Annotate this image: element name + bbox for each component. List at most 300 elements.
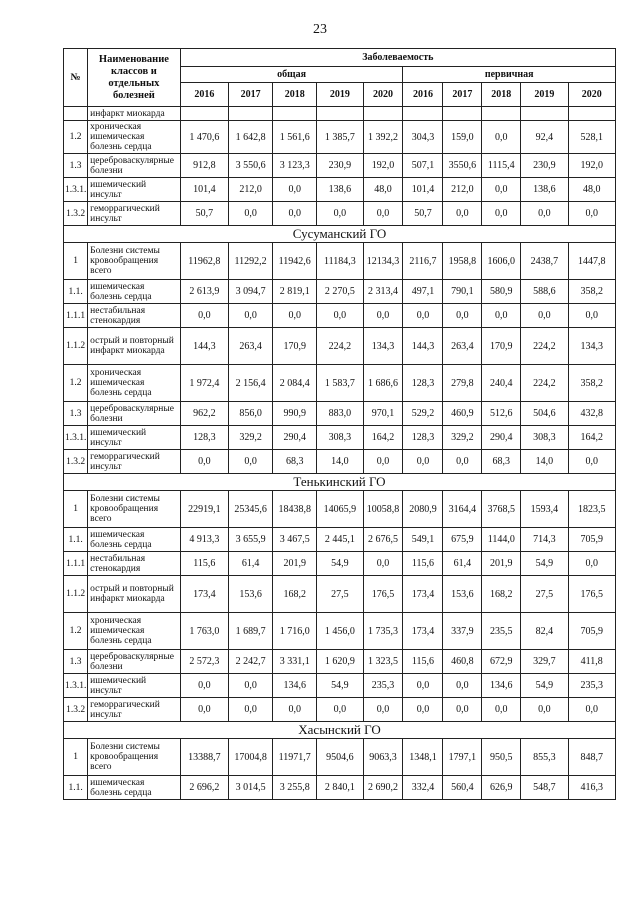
value-cell: 0,0 xyxy=(403,304,443,328)
row-name: ишемическая болезнь сердца xyxy=(88,528,181,552)
value-cell: 235,3 xyxy=(363,674,403,698)
value-cell: 0,0 xyxy=(180,304,228,328)
value-cell: 1606,0 xyxy=(482,243,521,280)
value-cell: 0,0 xyxy=(568,552,616,576)
value-cell: 263,4 xyxy=(443,328,482,365)
value-cell: 2080,9 xyxy=(403,491,443,528)
value-cell: 168,2 xyxy=(482,576,521,613)
value-cell: 235,3 xyxy=(568,674,616,698)
value-cell: 308,3 xyxy=(317,426,363,450)
value-cell: 68,3 xyxy=(482,450,521,474)
value-cell: 0,0 xyxy=(568,304,616,328)
value-cell: 115,6 xyxy=(180,552,228,576)
row-code: 1.1. xyxy=(64,528,88,552)
value-cell: 1 642,8 xyxy=(229,121,273,154)
row-name: ишемическая болезнь сердца xyxy=(88,280,181,304)
value-cell: 1 689,7 xyxy=(229,613,273,650)
table-row xyxy=(64,178,616,202)
value-cell: 3550,6 xyxy=(443,154,482,178)
section-title: Хасынский ГО xyxy=(64,722,616,739)
value-cell: 192,0 xyxy=(568,154,616,178)
value-cell: 580,9 xyxy=(482,280,521,304)
value-cell: 549,1 xyxy=(403,528,443,552)
table-row xyxy=(64,121,616,154)
value-cell: 92,4 xyxy=(521,121,568,154)
value-cell: 1593,4 xyxy=(521,491,568,528)
value-cell: 3 255,8 xyxy=(273,776,317,800)
value-cell: 705,9 xyxy=(568,528,616,552)
value-cell: 0,0 xyxy=(443,450,482,474)
value-cell: 138,6 xyxy=(317,178,363,202)
row-name: хроническая ишемическая болезнь сердца xyxy=(88,365,181,402)
value-cell: 1 470,6 xyxy=(180,121,228,154)
value-cell: 1 972,4 xyxy=(180,365,228,402)
row-name: хроническая ишемическая болезнь сердца xyxy=(88,121,181,154)
value-cell xyxy=(403,107,443,121)
value-cell: 1 392,2 xyxy=(363,121,403,154)
row-code: 1 xyxy=(64,739,88,776)
value-cell: 101,4 xyxy=(180,178,228,202)
row-name: острый и повторный инфаркт миокарда xyxy=(88,328,181,365)
value-cell: 263,4 xyxy=(229,328,273,365)
header-primary: первичная xyxy=(403,67,616,83)
header-year: 2017 xyxy=(443,83,482,107)
value-cell: 134,6 xyxy=(273,674,317,698)
value-cell: 10058,8 xyxy=(363,491,403,528)
morbidity-table xyxy=(63,48,616,800)
value-cell: 0,0 xyxy=(229,450,273,474)
value-cell: 970,1 xyxy=(363,402,403,426)
value-cell: 1 735,3 xyxy=(363,613,403,650)
value-cell: 0,0 xyxy=(521,698,568,722)
value-cell: 548,7 xyxy=(521,776,568,800)
value-cell: 1797,1 xyxy=(443,739,482,776)
row-name: Болезни системы кровообращения всего xyxy=(88,739,181,776)
table-row xyxy=(64,402,616,426)
value-cell: 13388,7 xyxy=(180,739,228,776)
section-row xyxy=(64,722,616,739)
value-cell: 18438,8 xyxy=(273,491,317,528)
value-cell: 848,7 xyxy=(568,739,616,776)
value-cell: 0,0 xyxy=(482,304,521,328)
value-cell: 856,0 xyxy=(229,402,273,426)
value-cell: 128,3 xyxy=(403,365,443,402)
table-row xyxy=(64,698,616,722)
value-cell: 460,8 xyxy=(443,650,482,674)
value-cell: 9504,6 xyxy=(317,739,363,776)
value-cell: 497,1 xyxy=(403,280,443,304)
value-cell: 855,3 xyxy=(521,739,568,776)
row-name: геморрагический инсульт xyxy=(88,450,181,474)
value-cell: 329,2 xyxy=(229,426,273,450)
header-year: 2016 xyxy=(180,83,228,107)
row-code: 1.3.1. xyxy=(64,426,88,450)
value-cell xyxy=(482,107,521,121)
value-cell: 240,4 xyxy=(482,365,521,402)
row-code: 1.1. xyxy=(64,280,88,304)
table-row xyxy=(64,674,616,698)
value-cell: 48,0 xyxy=(568,178,616,202)
value-cell: 1 763,0 xyxy=(180,613,228,650)
value-cell: 332,4 xyxy=(403,776,443,800)
value-cell: 672,9 xyxy=(482,650,521,674)
value-cell: 0,0 xyxy=(521,304,568,328)
value-cell: 1348,1 xyxy=(403,739,443,776)
row-code: 1.1.2 xyxy=(64,576,88,613)
value-cell: 1 716,0 xyxy=(273,613,317,650)
table-row xyxy=(64,328,616,365)
row-code: 1.3.1. xyxy=(64,674,88,698)
value-cell: 2 242,7 xyxy=(229,650,273,674)
value-cell: 0,0 xyxy=(521,202,568,226)
value-cell: 134,3 xyxy=(568,328,616,365)
value-cell: 504,6 xyxy=(521,402,568,426)
value-cell: 1 323,5 xyxy=(363,650,403,674)
value-cell: 138,6 xyxy=(521,178,568,202)
value-cell: 230,9 xyxy=(317,154,363,178)
value-cell: 2438,7 xyxy=(521,243,568,280)
value-cell: 153,6 xyxy=(229,576,273,613)
value-cell: 2 819,1 xyxy=(273,280,317,304)
value-cell: 101,4 xyxy=(403,178,443,202)
value-cell: 0,0 xyxy=(229,698,273,722)
row-code: 1 xyxy=(64,243,88,280)
value-cell: 0,0 xyxy=(273,698,317,722)
header-year: 2020 xyxy=(363,83,403,107)
row-name: нестабильная стенокардия xyxy=(88,552,181,576)
row-name: острый и повторный инфаркт миокарда xyxy=(88,576,181,613)
page-number: 23 xyxy=(313,22,327,37)
section-title: Сусуманский ГО xyxy=(64,226,616,243)
value-cell: 675,9 xyxy=(443,528,482,552)
value-cell: 170,9 xyxy=(482,328,521,365)
row-name: ишемический инсульт xyxy=(88,426,181,450)
row-name: Болезни системы кровообращения всего xyxy=(88,243,181,280)
value-cell: 115,6 xyxy=(403,650,443,674)
value-cell xyxy=(317,107,363,121)
value-cell: 308,3 xyxy=(521,426,568,450)
value-cell: 48,0 xyxy=(363,178,403,202)
value-cell: 25345,6 xyxy=(229,491,273,528)
value-cell: 14,0 xyxy=(521,450,568,474)
header-year: 2020 xyxy=(568,83,616,107)
value-cell: 164,2 xyxy=(363,426,403,450)
value-cell: 0,0 xyxy=(482,698,521,722)
value-cell: 27,5 xyxy=(521,576,568,613)
value-cell: 1115,4 xyxy=(482,154,521,178)
value-cell: 144,3 xyxy=(180,328,228,365)
value-cell: 358,2 xyxy=(568,365,616,402)
value-cell: 173,4 xyxy=(180,576,228,613)
value-cell: 12134,3 xyxy=(363,243,403,280)
value-cell: 2 676,5 xyxy=(363,528,403,552)
row-name: Болезни системы кровообращения всего xyxy=(88,491,181,528)
value-cell: 0,0 xyxy=(317,304,363,328)
value-cell: 290,4 xyxy=(482,426,521,450)
row-name: ишемический инсульт xyxy=(88,178,181,202)
section-title: Тенькинский ГО xyxy=(64,474,616,491)
value-cell: 3164,4 xyxy=(443,491,482,528)
value-cell: 0,0 xyxy=(568,698,616,722)
value-cell: 176,5 xyxy=(363,576,403,613)
value-cell: 0,0 xyxy=(180,674,228,698)
table-row xyxy=(64,280,616,304)
row-name: цереброваскулярные болезни xyxy=(88,402,181,426)
table-row xyxy=(64,613,616,650)
row-name: цереброваскулярные болезни xyxy=(88,154,181,178)
value-cell: 17004,8 xyxy=(229,739,273,776)
value-cell: 0,0 xyxy=(273,202,317,226)
table-row xyxy=(64,304,616,328)
value-cell: 2 696,2 xyxy=(180,776,228,800)
value-cell: 230,9 xyxy=(521,154,568,178)
value-cell: 68,3 xyxy=(273,450,317,474)
row-code: 1.3 xyxy=(64,650,88,674)
value-cell: 0,0 xyxy=(317,698,363,722)
table-row xyxy=(64,776,616,800)
row-name: геморрагический инсульт xyxy=(88,202,181,226)
value-cell: 337,9 xyxy=(443,613,482,650)
value-cell: 1144,0 xyxy=(482,528,521,552)
value-cell: 0,0 xyxy=(443,202,482,226)
value-cell: 54,9 xyxy=(521,552,568,576)
value-cell: 883,0 xyxy=(317,402,363,426)
value-cell: 507,1 xyxy=(403,154,443,178)
value-cell xyxy=(180,107,228,121)
row-code: 1.3.2 xyxy=(64,698,88,722)
row-code: 1.1.1 xyxy=(64,304,88,328)
value-cell: 2 156,4 xyxy=(229,365,273,402)
value-cell: 0,0 xyxy=(443,674,482,698)
value-cell: 224,2 xyxy=(521,328,568,365)
value-cell: 1 620,9 xyxy=(317,650,363,674)
value-cell: 0,0 xyxy=(180,698,228,722)
value-cell: 3768,5 xyxy=(482,491,521,528)
table-row xyxy=(64,739,616,776)
value-cell: 3 467,5 xyxy=(273,528,317,552)
value-cell: 2116,7 xyxy=(403,243,443,280)
value-cell: 290,4 xyxy=(273,426,317,450)
value-cell: 512,6 xyxy=(482,402,521,426)
value-cell xyxy=(273,107,317,121)
value-cell: 705,9 xyxy=(568,613,616,650)
value-cell: 2 313,4 xyxy=(363,280,403,304)
value-cell: 1 686,6 xyxy=(363,365,403,402)
value-cell: 2 840,1 xyxy=(317,776,363,800)
header-year: 2016 xyxy=(403,83,443,107)
value-cell: 2 445,1 xyxy=(317,528,363,552)
value-cell: 0,0 xyxy=(568,450,616,474)
value-cell: 304,3 xyxy=(403,121,443,154)
header-year: 2017 xyxy=(229,83,273,107)
value-cell: 0,0 xyxy=(363,202,403,226)
value-cell: 0,0 xyxy=(363,698,403,722)
table-row xyxy=(64,154,616,178)
value-cell: 0,0 xyxy=(443,304,482,328)
value-cell: 61,4 xyxy=(443,552,482,576)
value-cell: 0,0 xyxy=(482,178,521,202)
row-code: 1.2 xyxy=(64,613,88,650)
row-code: 1.3.2 xyxy=(64,450,88,474)
row-name: цереброваскулярные болезни xyxy=(88,650,181,674)
value-cell: 173,4 xyxy=(403,576,443,613)
value-cell: 912,8 xyxy=(180,154,228,178)
value-cell: 0,0 xyxy=(403,698,443,722)
value-cell: 3 014,5 xyxy=(229,776,273,800)
value-cell: 0,0 xyxy=(229,304,273,328)
value-cell: 560,4 xyxy=(443,776,482,800)
value-cell: 11942,6 xyxy=(273,243,317,280)
value-cell: 159,0 xyxy=(443,121,482,154)
value-cell: 54,9 xyxy=(317,674,363,698)
value-cell: 153,6 xyxy=(443,576,482,613)
value-cell: 588,6 xyxy=(521,280,568,304)
table-row xyxy=(64,650,616,674)
value-cell: 9063,3 xyxy=(363,739,403,776)
table-row xyxy=(64,202,616,226)
row-code: 1.3 xyxy=(64,402,88,426)
value-cell: 279,8 xyxy=(443,365,482,402)
value-cell: 134,3 xyxy=(363,328,403,365)
value-cell: 50,7 xyxy=(180,202,228,226)
header-year: 2019 xyxy=(317,83,363,107)
table-row xyxy=(64,450,616,474)
value-cell: 0,0 xyxy=(363,450,403,474)
table-row xyxy=(64,491,616,528)
value-cell: 329,2 xyxy=(443,426,482,450)
header-general: общая xyxy=(180,67,403,83)
value-cell: 82,4 xyxy=(521,613,568,650)
value-cell: 626,9 xyxy=(482,776,521,800)
value-cell: 990,9 xyxy=(273,402,317,426)
value-cell: 61,4 xyxy=(229,552,273,576)
value-cell: 50,7 xyxy=(403,202,443,226)
value-cell: 950,5 xyxy=(482,739,521,776)
value-cell: 1958,8 xyxy=(443,243,482,280)
value-cell: 1 385,7 xyxy=(317,121,363,154)
value-cell: 128,3 xyxy=(180,426,228,450)
row-code: 1.2 xyxy=(64,121,88,154)
header-name: Наименование классов и отдельных болезней xyxy=(88,49,181,107)
value-cell: 54,9 xyxy=(317,552,363,576)
value-cell: 0,0 xyxy=(229,674,273,698)
value-cell: 176,5 xyxy=(568,576,616,613)
value-cell: 11292,2 xyxy=(229,243,273,280)
value-cell: 14065,9 xyxy=(317,491,363,528)
value-cell: 115,6 xyxy=(403,552,443,576)
value-cell: 4 913,3 xyxy=(180,528,228,552)
value-cell: 0,0 xyxy=(403,674,443,698)
value-cell: 3 123,3 xyxy=(273,154,317,178)
header-year: 2018 xyxy=(273,83,317,107)
value-cell: 11962,8 xyxy=(180,243,228,280)
value-cell: 224,2 xyxy=(317,328,363,365)
value-cell xyxy=(229,107,273,121)
value-cell: 329,7 xyxy=(521,650,568,674)
value-cell: 790,1 xyxy=(443,280,482,304)
value-cell: 201,9 xyxy=(482,552,521,576)
section-row xyxy=(64,226,616,243)
row-code: 1.3.2 xyxy=(64,202,88,226)
value-cell: 22919,1 xyxy=(180,491,228,528)
value-cell: 1823,5 xyxy=(568,491,616,528)
row-code: 1.1. xyxy=(64,776,88,800)
value-cell: 411,8 xyxy=(568,650,616,674)
section-row xyxy=(64,474,616,491)
value-cell: 54,9 xyxy=(521,674,568,698)
row-code: 1.1.2 xyxy=(64,328,88,365)
value-cell: 11184,3 xyxy=(317,243,363,280)
value-cell: 0,0 xyxy=(403,450,443,474)
row-name: ишемическая болезнь сердца xyxy=(88,776,181,800)
row-code: 1.2 xyxy=(64,365,88,402)
value-cell: 529,2 xyxy=(403,402,443,426)
value-cell: 144,3 xyxy=(403,328,443,365)
value-cell: 0,0 xyxy=(317,202,363,226)
row-code: 1 xyxy=(64,491,88,528)
header-year: 2019 xyxy=(521,83,568,107)
value-cell: 0,0 xyxy=(273,304,317,328)
value-cell: 27,5 xyxy=(317,576,363,613)
value-cell xyxy=(443,107,482,121)
value-cell: 0,0 xyxy=(363,552,403,576)
value-cell xyxy=(521,107,568,121)
value-cell: 212,0 xyxy=(443,178,482,202)
header-year: 2018 xyxy=(482,83,521,107)
value-cell: 14,0 xyxy=(317,450,363,474)
value-cell: 235,5 xyxy=(482,613,521,650)
value-cell: 3 331,1 xyxy=(273,650,317,674)
value-cell: 528,1 xyxy=(568,121,616,154)
value-cell: 3 094,7 xyxy=(229,280,273,304)
value-cell: 173,4 xyxy=(403,613,443,650)
header-num: № xyxy=(64,49,88,107)
value-cell: 212,0 xyxy=(229,178,273,202)
value-cell: 201,9 xyxy=(273,552,317,576)
value-cell: 3 655,9 xyxy=(229,528,273,552)
value-cell: 0,0 xyxy=(229,202,273,226)
value-cell: 128,3 xyxy=(403,426,443,450)
value-cell: 0,0 xyxy=(363,304,403,328)
value-cell: 2 613,9 xyxy=(180,280,228,304)
value-cell: 432,8 xyxy=(568,402,616,426)
value-cell: 2 572,3 xyxy=(180,650,228,674)
table-row xyxy=(64,528,616,552)
value-cell xyxy=(568,107,616,121)
table-row xyxy=(64,426,616,450)
value-cell: 3 550,6 xyxy=(229,154,273,178)
row-name: инфаркт миокарда xyxy=(88,107,181,121)
value-cell: 170,9 xyxy=(273,328,317,365)
value-cell: 134,6 xyxy=(482,674,521,698)
value-cell: 164,2 xyxy=(568,426,616,450)
value-cell: 1447,8 xyxy=(568,243,616,280)
header-morbidity: Заболеваемость xyxy=(180,49,615,67)
value-cell: 2 690,2 xyxy=(363,776,403,800)
value-cell: 2 270,5 xyxy=(317,280,363,304)
table-row xyxy=(64,243,616,280)
value-cell xyxy=(363,107,403,121)
table-body xyxy=(64,107,616,800)
value-cell: 1 561,6 xyxy=(273,121,317,154)
row-code: 1.3.1. xyxy=(64,178,88,202)
row-name: геморрагический инсульт xyxy=(88,698,181,722)
value-cell: 168,2 xyxy=(273,576,317,613)
value-cell: 224,2 xyxy=(521,365,568,402)
value-cell: 0,0 xyxy=(443,698,482,722)
value-cell: 0,0 xyxy=(180,450,228,474)
row-code xyxy=(64,107,88,121)
